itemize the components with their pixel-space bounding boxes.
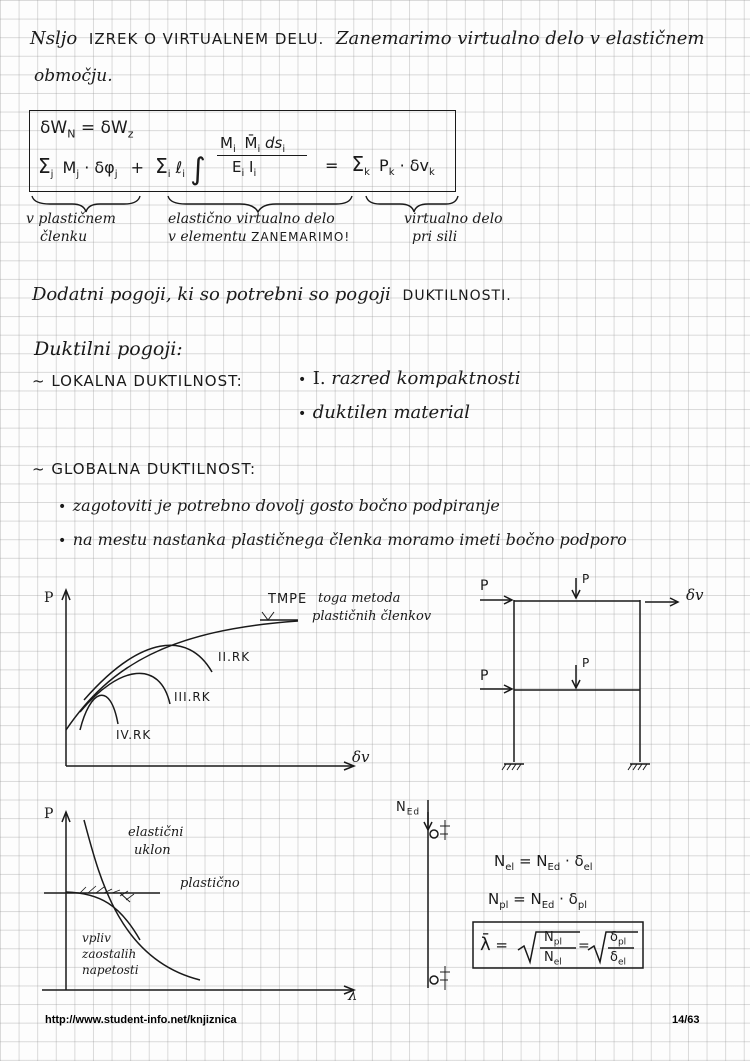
frame-p-mid-left: P	[480, 668, 490, 684]
fraction-denominator: $E_i$ $I_i$	[232, 158, 257, 179]
graph2-plastic: plastično	[180, 876, 240, 891]
global-item-1: • zagotoviti je potrebno dovolj gosto bočno podpiranje	[58, 496, 500, 515]
formula-lambda: λ̄ =	[480, 934, 508, 955]
global-item-2: • na mestu nastanka plastičnega členka moramo imeti bočno podporo	[58, 530, 627, 549]
brace1-label: v plastičnem členku	[26, 211, 116, 245]
formula-root1-den: $N_{el}$	[544, 950, 562, 968]
fraction-numerator: $M_i$ $M̄_i$ $ds_i$	[220, 134, 286, 155]
local-item-2: • duktilen material	[298, 402, 470, 423]
brace3-label: virtualno delo pri sili	[404, 211, 503, 245]
formula-root2-den: $\delta_{el}$	[610, 950, 627, 968]
frame-dv: δv	[686, 586, 704, 604]
graph2-ylabel: P	[44, 806, 54, 822]
formula-eq2: =	[578, 938, 590, 954]
frame-p-top-mid: P	[582, 572, 591, 586]
ductile-heading: Duktilni pogoji:	[34, 338, 183, 360]
extra-line: Dodatni pogoji, ki so potrebni so pogoji DUKTILNOSTI.	[32, 284, 512, 305]
header-line-2: območju.	[34, 66, 113, 86]
header-rest: Zanemarimo virtualno delo v elastičnem	[336, 28, 705, 49]
graph1-rk4: IV.RK	[116, 728, 152, 742]
local-item-1: • I. razred kompaktnosti	[298, 368, 521, 389]
global-ductility: ~ GLOBALNA DUKTILNOST:	[32, 460, 257, 478]
graph1-ylabel: P	[44, 590, 54, 606]
footer-url[interactable]: http://www.student-info.net/knjiznica	[45, 1014, 237, 1026]
graph1-tmpe-desc: toga metoda plastičnih členkov	[312, 591, 432, 624]
frame-p-top-left: P	[480, 578, 490, 594]
graph1-rk3: III.RK	[174, 690, 211, 704]
formula-root2-num: $\delta_{pl}$	[610, 930, 627, 948]
local-ductility: ~ LOKALNA DUKTILNOST:	[32, 372, 243, 390]
graph1-tmpe: TMPE	[268, 592, 308, 607]
brace2-label: elastično virtualno delo v elementu ZANEMARIMO!	[168, 211, 351, 245]
header-caps: IZREK O VIRTUALNEM DELU.	[88, 30, 325, 48]
formula-npl: $N_{pl} = N_{Ed} \cdot \delta_{pl}$	[488, 890, 587, 911]
frame-p-mid-mid: P	[582, 656, 591, 670]
graph2-xlabel: λ	[348, 986, 358, 1004]
graph1-rk2: II.RK	[218, 650, 251, 664]
formula-nel: $N_{el} = N_{Ed} \cdot \delta_{el}$	[494, 852, 593, 873]
graph1-xlabel: δv	[352, 748, 370, 766]
graph2-elastic: elastični uklon	[128, 825, 184, 858]
equation-rhs: = $\Sigma_k$ $P_k \cdot \delta v_k$	[325, 152, 435, 179]
graph2-residual: vpliv zaostalih napetosti	[82, 931, 139, 977]
equation-line-1: $\delta W_N = \delta W_z$	[40, 118, 134, 141]
column-ned: $N_{Ed}$	[396, 800, 421, 818]
footer-page-number: 14/63	[672, 1014, 700, 1026]
header-word: Nsljo	[30, 28, 78, 49]
equation-line-2: $\Sigma_j$ $M_j \cdot \delta\varphi_j + \Sigma_i$ ℓ$_i$ ∫	[38, 152, 206, 187]
formula-root1-num: $N_{pl}$	[544, 930, 562, 948]
